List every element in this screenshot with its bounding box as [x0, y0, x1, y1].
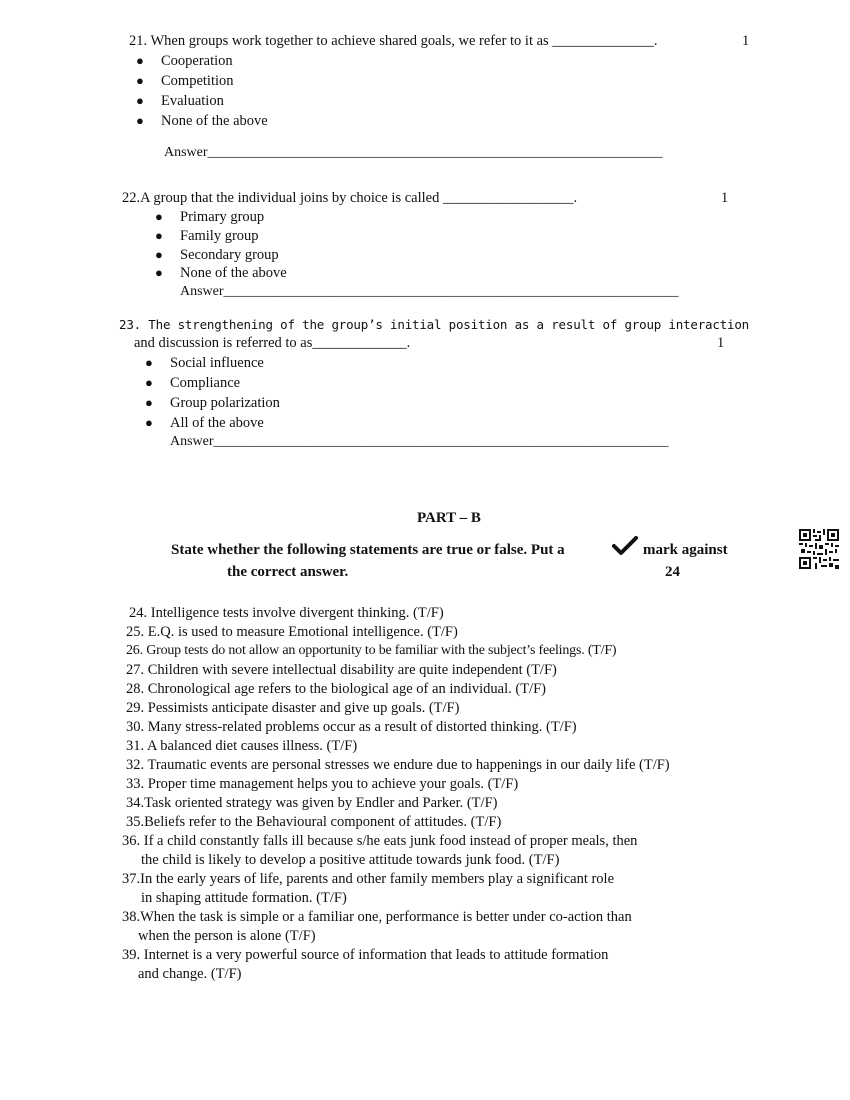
q23-answer-line: Answer_________________________________________________________________	[170, 434, 669, 449]
bullet-icon: ●	[155, 265, 163, 280]
statement-24: 24. Intelligence tests involve divergent thinking. (T/F)	[129, 605, 444, 621]
q21-stem: 21. When groups work together to achieve shared goals, we refer to it as ______________.	[129, 33, 658, 49]
statement-34: 34.Task oriented strategy was given by Endler and Parker. (T/F)	[126, 795, 498, 811]
q22-answer-line: Answer_________________________________________________________________	[180, 284, 679, 299]
statement-39: 39. Internet is a very powerful source of information that leads to attitude formation	[122, 947, 609, 963]
statement-25: 25. E.Q. is used to measure Emotional intelligence. (T/F)	[126, 624, 458, 640]
bullet-icon: ●	[155, 228, 163, 243]
statement-38: 38.When the task is simple or a familiar one, performance is better under co-action than	[122, 909, 632, 925]
bullet-icon: ●	[136, 113, 144, 128]
statement-37-cont: in shaping attitude formation. (T/F)	[141, 890, 347, 906]
q23-option: All of the above	[170, 415, 264, 431]
bullet-icon: ●	[136, 53, 144, 68]
statement-30: 30. Many stress-related problems occur as a result of distorted thinking. (T/F)	[126, 719, 577, 735]
q22-stem: 22.A group that the individual joins by choice is called __________________.	[122, 190, 578, 206]
statement-27: 27. Children with severe intellectual disability are quite independent (T/F)	[126, 662, 557, 678]
q23-stem-line1: 23. The strengthening of the group’s initial position as a result of group interaction	[119, 317, 750, 332]
q23-stem-line2: and discussion is referred to as_____________.	[134, 335, 411, 351]
q22-option: Primary group	[180, 209, 265, 225]
q23-marks: 1	[717, 335, 725, 351]
bullet-icon: ●	[136, 73, 144, 88]
bullet-icon: ●	[145, 395, 153, 410]
statement-26: 26. Group tests do not allow an opportunity to be familiar with the subject’s feelings. (T/F)	[126, 643, 617, 658]
bullet-icon: ●	[155, 209, 163, 224]
q22-option: None of the above	[180, 265, 287, 281]
q22-option: Secondary group	[180, 247, 279, 263]
statement-29: 29. Pessimists anticipate disaster and give up goals. (T/F)	[126, 700, 460, 716]
statement-37: 37.In the early years of life, parents and other family members play a significant role	[122, 871, 615, 887]
q23-option: Group polarization	[170, 395, 280, 411]
bullet-icon: ●	[145, 415, 153, 430]
q22-option: Family group	[180, 228, 259, 244]
statement-32: 32. Traumatic events are personal stresses we endure due to happenings in our daily life (T/F)	[126, 757, 670, 773]
q21-answer-line: Answer_________________________________________________________________	[164, 145, 663, 160]
bullet-icon: ●	[155, 247, 163, 262]
bullet-icon: ●	[145, 375, 153, 390]
statement-38-cont: when the person is alone (T/F)	[138, 928, 316, 944]
q21-marks: 1	[742, 33, 750, 49]
q21-option: Cooperation	[161, 53, 233, 69]
qr-code-icon	[799, 529, 839, 569]
part-b-instruction-line2: the correct answer.	[227, 564, 349, 580]
check-mark-icon	[612, 536, 638, 556]
part-b-marks: 24	[665, 564, 680, 580]
q22-marks: 1	[721, 190, 729, 206]
q21-option: None of the above	[161, 113, 268, 129]
part-b-instruction-b: mark against	[643, 542, 728, 558]
statement-28: 28. Chronological age refers to the biological age of an individual. (T/F)	[126, 681, 546, 697]
q23-option: Social influence	[170, 355, 264, 371]
statement-31: 31. A balanced diet causes illness. (T/F)	[126, 738, 358, 754]
bullet-icon: ●	[145, 355, 153, 370]
statement-35: 35.Beliefs refer to the Behavioural component of attitudes. (T/F)	[126, 814, 502, 830]
statement-36: 36. If a child constantly falls ill because s/he eats junk food instead of proper meals, then	[122, 833, 638, 849]
statement-33: 33. Proper time management helps you to achieve your goals. (T/F)	[126, 776, 519, 792]
statement-39-cont: and change. (T/F)	[138, 966, 242, 982]
bullet-icon: ●	[136, 93, 144, 108]
part-b-heading: PART – B	[417, 510, 481, 526]
statement-36-cont: the child is likely to develop a positive attitude towards junk food. (T/F)	[141, 852, 560, 868]
q23-option: Compliance	[170, 375, 241, 391]
q21-option: Competition	[161, 73, 234, 89]
q21-option: Evaluation	[161, 93, 224, 109]
part-b-instruction-a: State whether the following statements are true or false. Put a	[171, 542, 565, 558]
